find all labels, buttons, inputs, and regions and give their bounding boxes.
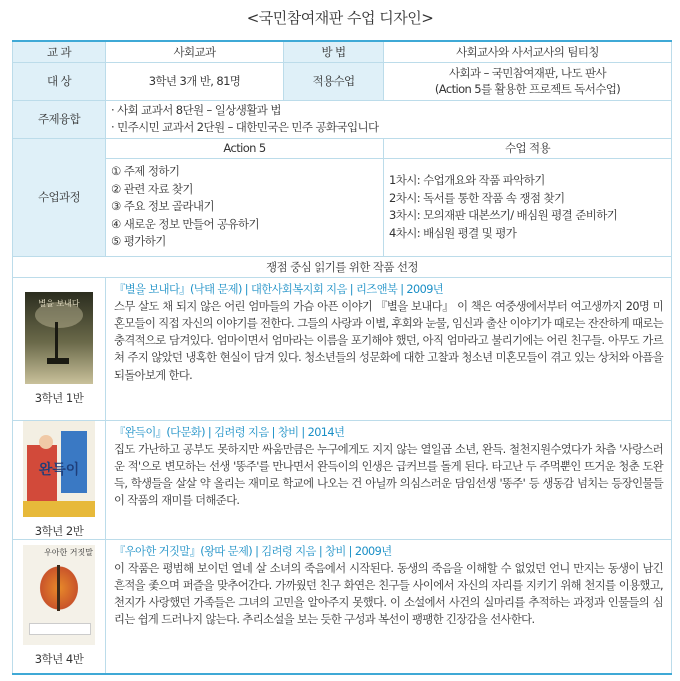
book-description bbox=[106, 539, 672, 674]
applied-class-line2: (Action 5를 활용한 프로젝트 독서수업) bbox=[434, 82, 621, 96]
class-steps bbox=[384, 158, 672, 256]
book-cover-cell bbox=[13, 277, 106, 420]
theme-line1: · 사회 교과서 8단원 – 일상생활과 법 bbox=[111, 103, 281, 117]
class-step: 3차시: 모의재판 대본쓰기/ 배심원 평결 준비하기 bbox=[389, 208, 618, 222]
book-row bbox=[13, 539, 672, 674]
theme-label: 주제융합 bbox=[13, 100, 106, 138]
class-apply-header: 수업 적용 bbox=[384, 138, 672, 158]
book-body: 이 작품은 평범해 보이던 열네 살 소녀의 죽음에서 시작된다. 동생의 죽음을 이해할 수 없었던 언니 만지는 동생이 남긴 흔적을 좇으며 퍼즐을 맞추어간다. 가까웠던 친구 화연은 친구들 사이에서 자신의 자리를 지키기 위해 천지를 이용했고, 천지가 사랑했던 가족들은 그녀의 고민을 알아주지 못했다. 이 소설에서 사건의 실마리를 추적하는 과정과 인물들의 심리는 쉽게 드러나지 않는다. 추리소설을 보는 듯한 구성과 복선이 팽팽한 긴장감을 선사한다. bbox=[114, 561, 664, 627]
reading-section-header: 쟁점 중심 읽기를 위한 작품 선정 bbox=[13, 256, 672, 277]
book-cover-image bbox=[25, 292, 93, 384]
target-value: 3학년 3개 반, 81명 bbox=[106, 62, 284, 100]
action5-steps bbox=[106, 158, 384, 256]
theme-line2: · 민주시민 교과서 2단원 – 대한민국은 민주 공화국입니다 bbox=[111, 120, 379, 134]
action5-step: ⑤ 평가하기 bbox=[111, 234, 166, 249]
method-label: 방 법 bbox=[284, 41, 384, 62]
book-cover-title: 별을 보내다 bbox=[38, 298, 80, 308]
book-grade: 3학년 4반 bbox=[34, 652, 84, 667]
book-heading: 『우아한 거짓말』(왕따 문제) | 김려령 지음 | 창비 | 2009년 bbox=[114, 544, 392, 558]
class-step: 4차시: 배심원 평결 및 평가 bbox=[389, 225, 517, 240]
book-cover-cell bbox=[13, 420, 106, 539]
book-body: 스무 살도 채 되지 않은 어린 엄마들의 가슴 아픈 이야기 『별을 보내다』 이 책은 여중생에서부터 여고생까지 20명 미혼모들이 직접 자신의 이야기를 전한다. 그들의 사랑과 이별, 후회와 눈물, 임신과 출산 이야기가 때로는 잔잔하게 때로는 충격적으로 담겨있다. 엄마이면서 엄마라는 이름을 포기해야 했던, 아직 엄마라고 불리기에는 어린 친구들. 아무도 가르쳐 주지 않았던 냉혹한 현실이 담겨 있다. 청소년들의 성문화에 대한 고찰과 청소년 미혼모들이 겪고 있는 상처와 아픔을 되돌아보게 한다. bbox=[114, 299, 664, 382]
subject-value: 사회교과 bbox=[106, 41, 284, 62]
row-target bbox=[13, 62, 672, 100]
action5-step: ① 주제 정하기 bbox=[111, 164, 180, 179]
book-cover-image bbox=[23, 421, 95, 517]
action5-header: Action 5 bbox=[106, 138, 384, 158]
book-cover-image bbox=[23, 545, 95, 645]
book-body: 집도 가난하고 공부도 못하지만 싸움만큼은 누구에게도 지지 않는 열일곱 소년, 완득. 철천지원수였다가 차츰 '사랑스러운 적'으로 변모하는 선생 '똥주'를 만나면서 완득이의 인생은 급커브를 돌게 된다. 타고난 두 주먹뿐인 뜨거운 청춘 도완득, 학생들을 살살 약 올리는 재미로 학교에 나오는 건 아닐까 의심스러운 담임선생 '똥주' 등 생동감 넘치는 등장인물들이 작품의 재미를 더해준다. bbox=[114, 442, 664, 508]
process-label: 수업과정 bbox=[13, 138, 106, 256]
row-theme bbox=[13, 100, 672, 138]
theme-value bbox=[106, 100, 672, 138]
book-cover-cell bbox=[13, 539, 106, 674]
book-row bbox=[13, 420, 672, 539]
applied-class-value bbox=[384, 62, 672, 100]
book-description bbox=[106, 277, 672, 420]
book-heading: 『별을 보내다』(낙태 문제) | 대한사회복지회 지음 | 리즈앤북 | 2009년 bbox=[114, 282, 444, 296]
subject-label: 교 과 bbox=[13, 41, 106, 62]
row-process-head bbox=[13, 138, 672, 158]
book-cover-title: 우아한 거짓말 bbox=[44, 548, 93, 558]
row-process-body bbox=[13, 158, 672, 256]
row-reading-head bbox=[13, 256, 672, 277]
book-heading: 『완득이』(다문화) | 김려령 지음 | 창비 | 2014년 bbox=[114, 425, 345, 439]
book-description bbox=[106, 420, 672, 539]
action5-step: ④ 새로운 정보 만들어 공유하기 bbox=[111, 216, 260, 231]
target-label: 대 상 bbox=[13, 62, 106, 100]
class-step: 2차시: 독서를 통한 작품 속 쟁점 찾기 bbox=[389, 190, 565, 205]
page-title: <국민참여재판 수업 디자인> bbox=[246, 9, 434, 27]
method-value: 사회교사와 사서교사의 팀티칭 bbox=[384, 41, 672, 62]
lesson-design-table bbox=[12, 40, 672, 675]
action5-step: ③ 주요 정보 골라내기 bbox=[111, 199, 214, 214]
class-step: 1차시: 수업개요와 작품 파악하기 bbox=[389, 173, 545, 187]
book-grade: 3학년 1반 bbox=[34, 390, 84, 405]
applied-class-label: 적용수업 bbox=[284, 62, 384, 100]
action5-step: ② 관련 자료 찾기 bbox=[111, 181, 193, 196]
book-cover-title: 완득이 bbox=[38, 461, 80, 478]
book-grade: 3학년 2반 bbox=[34, 523, 84, 538]
lesson-design-table-wrapper bbox=[12, 40, 671, 675]
row-subject bbox=[13, 41, 672, 62]
book-row bbox=[13, 277, 672, 420]
applied-class-line1: 사회과 – 국민참여재판, 나도 판사 bbox=[448, 66, 607, 80]
